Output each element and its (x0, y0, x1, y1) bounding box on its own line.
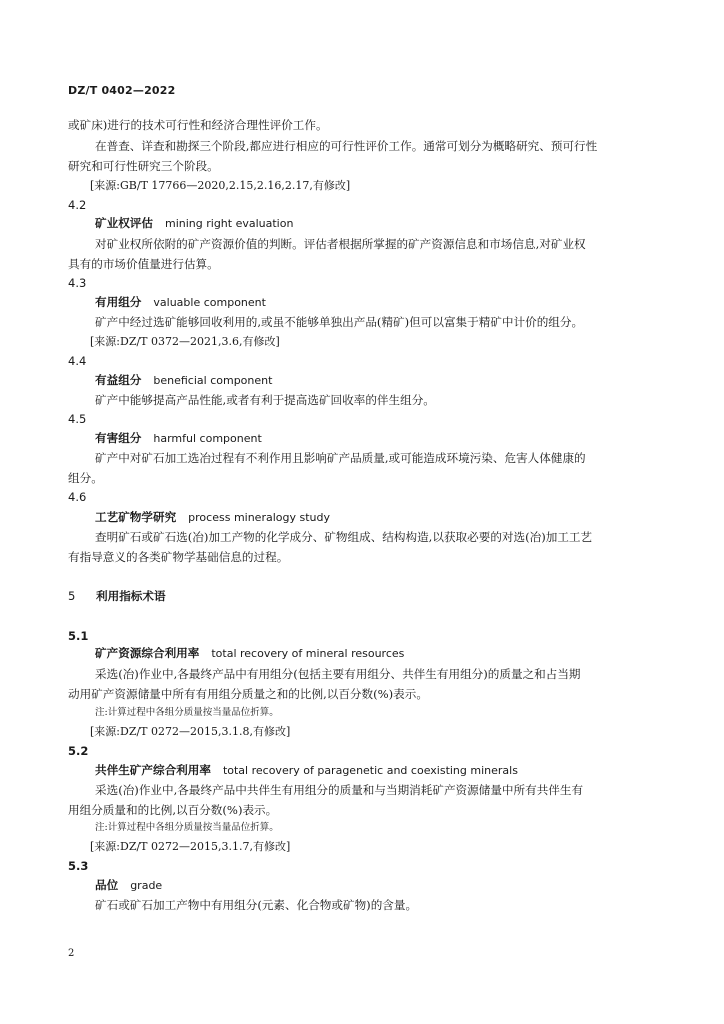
body-text: 矿产中经过选矿能够回收利用的,或虽不能够单独出产品(精矿)但可以富集于精矿中计价的组分。 (95, 315, 584, 329)
chapter-heading (68, 588, 166, 604)
body-text: 矿产中能够提高产品性能,或者有利于提高选矿回收率的伴生组分。 (95, 393, 435, 407)
term-zh: 矿业权评估 (95, 216, 153, 230)
term-en: harmful component (153, 432, 262, 445)
term-zh: 矿产资源综合利用率 (95, 646, 200, 660)
source-citation: [来源:DZ/T 0272—2015,3.1.8,有修改] (90, 725, 291, 738)
chapter-number: 5 (68, 589, 76, 603)
source-citation: [来源:DZ/T 0272—2015,3.1.7,有修改] (90, 840, 291, 853)
term-entry (95, 645, 404, 662)
term-entry (95, 372, 272, 389)
term-zh: 有害组分 (95, 431, 142, 445)
term-entry (95, 877, 162, 894)
body-text: 采选(冶)作业中,各最终产品中有用组分(包括主要有用组分、共伴生有用组分)的质量之和占当期 (95, 667, 581, 681)
body-text: 或矿床)进行的技术可行性和经济合理性评价工作。 (68, 118, 328, 132)
source-citation: [来源:GB/T 17766—2020,2.15,2.16,2.17,有修改] (90, 179, 351, 192)
body-text: 查明矿石或矿石选(冶)加工产物的化学成分、矿物组成、结构构造,以获取必要的对选(冶)加工工艺 (95, 530, 593, 544)
body-text: 具有的市场价值量进行估算。 (68, 257, 219, 271)
term-en: valuable component (153, 296, 266, 309)
clause-number: 5.1 (68, 629, 89, 643)
note: 注:计算过程中各组分质量按当量品位折算。 (95, 822, 279, 833)
term-zh: 有用组分 (95, 295, 142, 309)
body-text: 用组分质量和的比例,以百分数(%)表示。 (68, 803, 278, 817)
clause-number: 5.3 (68, 859, 89, 873)
clause-number: 4.3 (68, 276, 87, 290)
chapter-title: 利用指标术语 (96, 589, 166, 603)
term-zh: 品位 (95, 878, 119, 892)
term-en: total recovery of paragenetic and coexisting minerals (222, 764, 518, 777)
body-text: 对矿业权所依附的矿产资源价值的判断。评估者根据所掌握的矿产资源信息和市场信息,对矿业权 (95, 237, 586, 251)
body-text: 研究和可行性研究三个阶段。 (68, 159, 219, 173)
term-en: grade (130, 879, 163, 892)
source-citation: [来源:DZ/T 0372—2021,3.6,有修改] (90, 335, 280, 348)
term-zh: 共伴生矿产综合利用率 (95, 763, 211, 777)
clause-number: 4.4 (68, 354, 87, 368)
body-text: 矿石或矿石加工产物中有用组分(元素、化合物或矿物)的含量。 (95, 898, 418, 912)
clause-number: 5.2 (68, 744, 89, 758)
page-number: 2 (68, 948, 75, 959)
term-entry (95, 294, 266, 311)
term-entry (95, 430, 262, 447)
term-entry (95, 509, 330, 526)
body-text: 动用矿产资源储量中所有有用组分质量之和的比例,以百分数(%)表示。 (68, 687, 428, 701)
body-text: 采选(冶)作业中,各最终产品中共伴生有用组分的质量和与当期消耗矿产资源储量中所有共伴生有 (95, 783, 584, 797)
body-text: 组分。 (68, 471, 103, 485)
term-zh: 工艺矿物学研究 (95, 510, 177, 524)
standard-header: DZ/T 0402—2022 (68, 84, 176, 97)
term-entry (95, 215, 293, 232)
term-zh: 有益组分 (95, 373, 142, 387)
term-en: process mineralogy study (188, 511, 330, 524)
term-en: mining right evaluation (164, 217, 294, 230)
term-en: total recovery of mineral resources (211, 647, 405, 660)
body-text: 矿产中对矿石加工选冶过程有不利作用且影响矿产品质量,或可能造成环境污染、危害人体健康的 (95, 451, 586, 465)
body-text: 在普查、详查和勘探三个阶段,都应进行相应的可行性评价工作。通常可划分为概略研究、预可行性 (95, 139, 598, 153)
clause-number: 4.2 (68, 198, 87, 212)
clause-number: 4.6 (68, 490, 87, 504)
body-text: 有指导意义的各类矿物学基础信息的过程。 (68, 550, 289, 564)
term-en: beneficial component (153, 374, 273, 387)
clause-number: 4.5 (68, 412, 87, 426)
term-entry (95, 762, 518, 779)
note: 注:计算过程中各组分质量按当量品位折算。 (95, 707, 279, 718)
